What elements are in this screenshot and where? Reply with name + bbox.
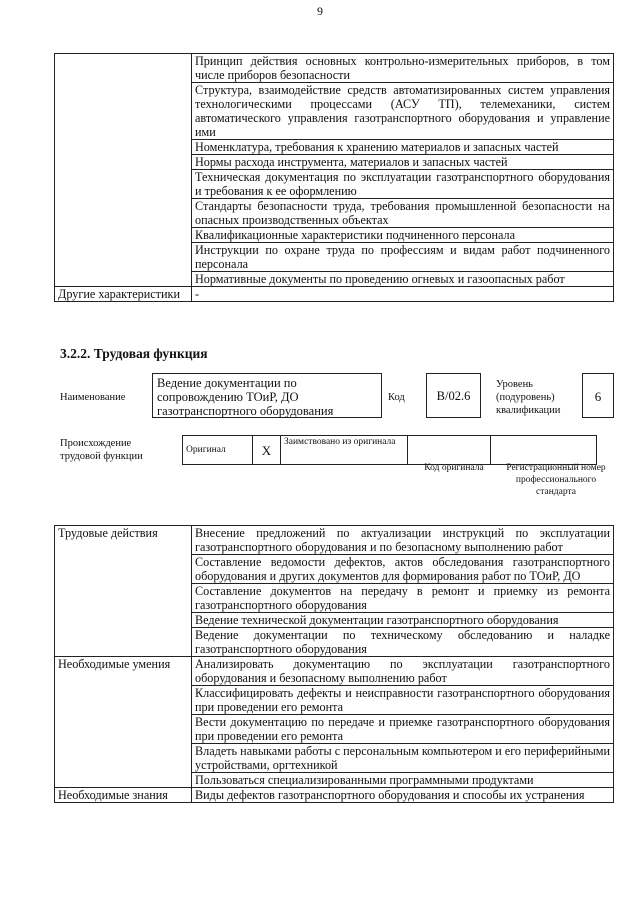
- other-characteristics-label: Другие характеристики: [55, 287, 192, 302]
- origin-mark-cell: X: [253, 436, 281, 465]
- other-characteristics-value: -: [192, 287, 614, 302]
- knowledge-item: Техническая документация по эксплуатации газотранспортного оборудования и требования к ее оформлению: [192, 170, 614, 199]
- origin-table: [182, 435, 597, 465]
- empty-label-cell: [55, 54, 192, 287]
- code-label: Код: [388, 392, 405, 403]
- required-skills-label: Необходимые умения: [55, 657, 192, 788]
- origin-code-cell: [408, 436, 491, 465]
- table-row: [55, 788, 614, 803]
- knowledge-item: Структура, взаимодействие средств автоматизированных систем управления технологическими процессами (АСУ ТП), телемеханики, систем автоматического управления газотранспортного оборудования и управление ими: [192, 83, 614, 140]
- knowledge-item: Стандарты безопасности труда, требования промышленной безопасности на опасных производственных объектах: [192, 199, 614, 228]
- knowledge-item: Нормативные документы по проведению огневых и газоопасных работ: [192, 272, 614, 287]
- caption-original-code: Код оригинала: [424, 463, 484, 473]
- knowledge-item: Нормы расхода инструмента, материалов и запасных частей: [192, 155, 614, 170]
- knowledge-item: Инструкции по охране труда по профессиям и видам работ подчиненного персонала: [192, 243, 614, 272]
- labor-action-item: Ведение документации по техническому обследованию и наладке газотранспортного оборудования: [192, 628, 614, 657]
- function-code-box: В/02.6: [426, 373, 481, 418]
- skill-item: Вести документацию по передаче и приемке газотранспортного оборудования при проведении его ремонта: [192, 715, 614, 744]
- knowledge-item: Принцип действия основных контрольно-измерительных приборов, в том числе приборов безопасности: [192, 54, 614, 83]
- table-row: [55, 54, 614, 83]
- origin-borrowed-cell: Заимствовано из оригинала: [281, 436, 408, 465]
- labor-actions-label: Трудовые действия: [55, 526, 192, 657]
- labor-action-item: Составление ведомости дефектов, актов обследования газотранспортного оборудования и других документов для формирования работ по ТОиР, ДО: [192, 555, 614, 584]
- name-label: Наименование: [60, 392, 126, 403]
- knowledge-item: Виды дефектов газотранспортного оборудования и способы их устранения: [192, 788, 614, 803]
- table-row: [183, 436, 597, 465]
- table-row: [55, 657, 614, 686]
- page-number: 9: [317, 4, 323, 18]
- knowledge-item: Номенклатура, требования к хранению материалов и запасных частей: [192, 140, 614, 155]
- caption-registration-number: Регистрационный номер профессионального стандарта: [506, 463, 606, 497]
- qualification-level-box: 6: [582, 373, 614, 418]
- labor-action-item: Внесение предложений по актуализации инструкций по эксплуатации газотранспортного оборудования и по безопасному выполнению работ: [192, 526, 614, 555]
- origin-label: Происхождение трудовой функции: [60, 438, 143, 462]
- function-name-box: Ведение документации по сопровождению ТОиР, ДО газотранспортного оборудования: [152, 373, 382, 418]
- knowledge-continuation-table: [54, 53, 614, 302]
- skill-item: Анализировать документацию по эксплуатации газотранспортного оборудования и безопасному выполнению работ: [192, 657, 614, 686]
- skill-item: Владеть навыками работы с персональным компьютером и его периферийными устройствами, оргтехникой: [192, 744, 614, 773]
- table-row: [55, 526, 614, 555]
- labor-action-item: Ведение технической документации газотранспортного оборудования: [192, 613, 614, 628]
- section-title: 3.2.2. Трудовая функция: [60, 346, 208, 361]
- origin-reg-cell: [491, 436, 597, 465]
- labor-function-table: [54, 525, 614, 803]
- skill-item: Классифицировать дефекты и неисправности газотранспортного оборудования при проведении его ремонта: [192, 686, 614, 715]
- required-knowledge-label: Необходимые знания: [55, 788, 192, 803]
- table-row: [55, 287, 614, 302]
- level-label: Уровень (подуровень) квалификации: [496, 379, 561, 416]
- knowledge-item: Квалификационные характеристики подчиненного персонала: [192, 228, 614, 243]
- labor-action-item: Составление документов на передачу в ремонт и приемку из ремонта газотранспортного оборудования: [192, 584, 614, 613]
- origin-original-cell: Оригинал: [183, 436, 253, 465]
- skill-item: Пользоваться специализированными программными продуктами: [192, 773, 614, 788]
